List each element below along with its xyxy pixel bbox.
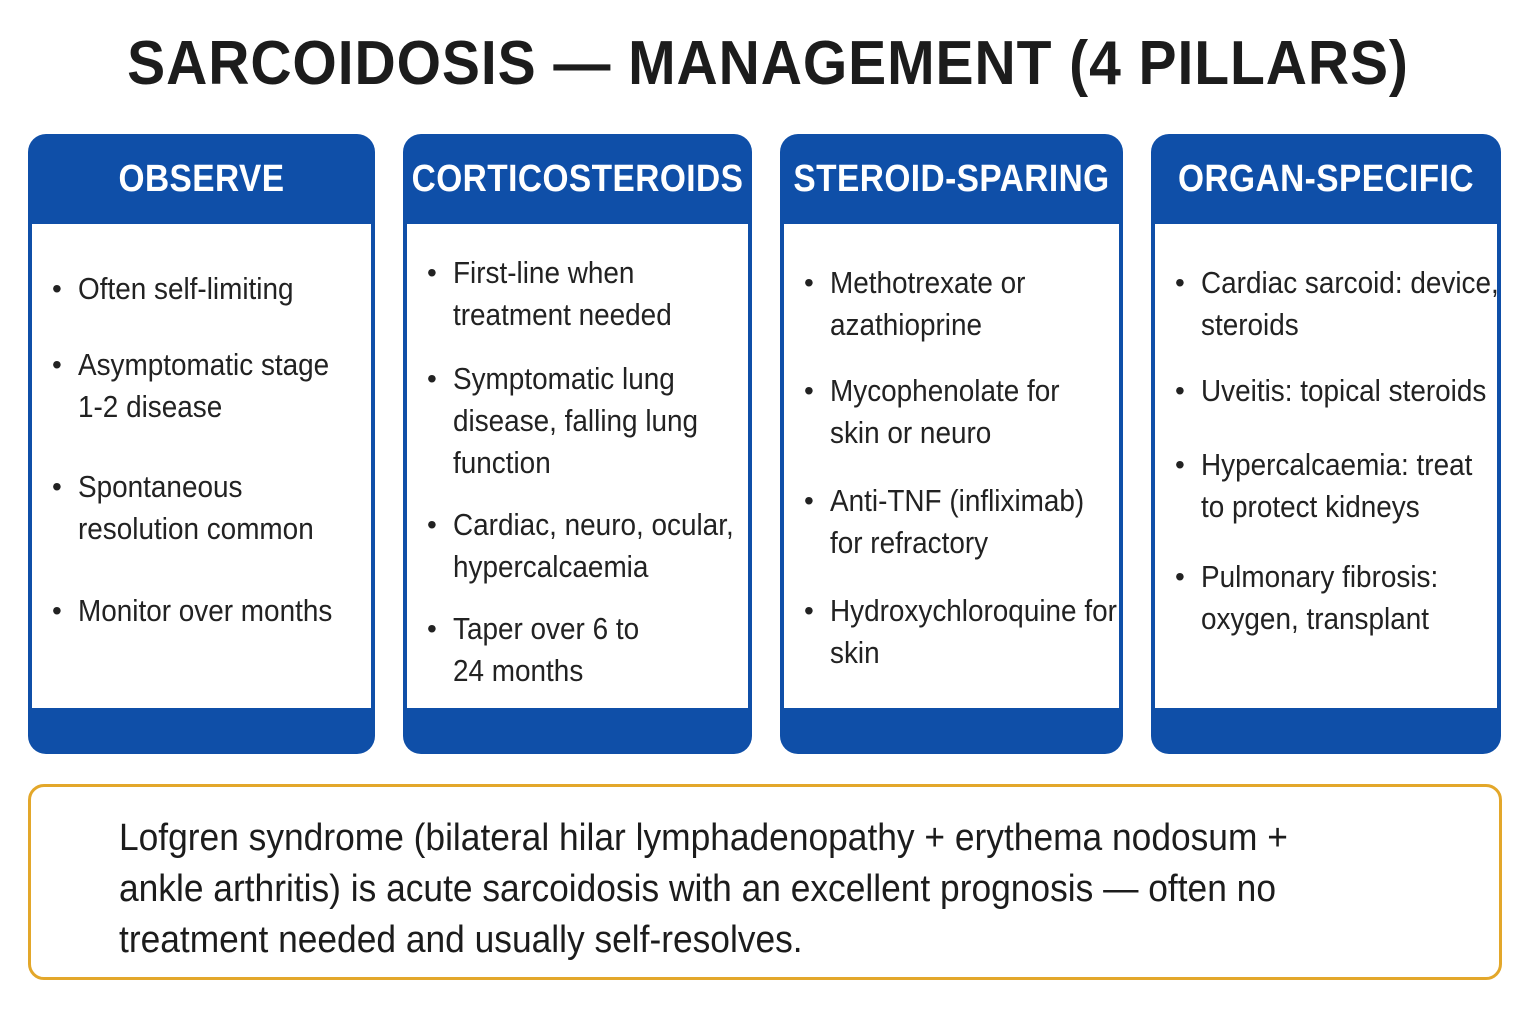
pillar-steroid-sparing <box>780 134 1123 754</box>
list-item: • Cardiac, neuro, ocular, hypercalcaemia <box>407 504 702 588</box>
bullet-icon: • <box>52 349 62 380</box>
bullet-icon: • <box>427 363 437 394</box>
page-title: SARCOIDOSIS — MANAGEMENT (4 PILLARS) <box>127 29 1409 98</box>
pillar-heading: OBSERVE <box>118 157 285 200</box>
list-item: • Monitor over months <box>32 590 363 632</box>
bullet-icon: • <box>1175 449 1185 480</box>
list-item: • Mycophenolate for skin or neuro <box>784 370 1029 454</box>
bullet-icon: • <box>1175 267 1185 298</box>
pillar-observe <box>28 134 375 754</box>
pillar-heading: STEROID-SPARING <box>793 157 1110 200</box>
pillar-body <box>1155 224 1497 708</box>
bullet-icon: • <box>52 471 62 502</box>
list-item: • Often self-limiting <box>32 268 363 310</box>
list-item: • Spontaneous resolution common <box>32 466 292 550</box>
pillar-body <box>407 224 748 708</box>
bullet-icon: • <box>1175 375 1185 406</box>
list-item: • Taper over 6 to 24 months <box>407 608 627 692</box>
pillar-organ-specific <box>1151 134 1501 754</box>
list-item: • First-line when treatment needed <box>407 252 642 336</box>
bullet-icon: • <box>804 267 814 298</box>
bullet-icon: • <box>804 595 814 626</box>
bullet-icon: • <box>427 509 437 540</box>
bullet-icon: • <box>427 257 437 288</box>
lofgren-note-text: Lofgren syndrome (bilateral hilar lymphadenopathy + erythema nodosum + ankle arthritis) is acute sarcoidosis with an excellent prognosis — often no treatment needed and usually self-resolves. <box>119 817 1288 961</box>
list-item: • Asymptomatic stage 1-2 disease <box>32 344 302 428</box>
bullet-icon: • <box>804 375 814 406</box>
bullet-icon: • <box>52 595 62 626</box>
list-item: • Hydroxychloroquine for skin <box>784 590 1074 674</box>
list-item: • Hypercalcaemia: treat to protect kidneys <box>1155 444 1455 528</box>
pillar-heading: CORTICOSTEROIDS <box>411 157 744 200</box>
bullet-icon: • <box>52 273 62 304</box>
list-item: • Uveitis: topical steroids <box>1155 370 1489 412</box>
pillar-body <box>32 224 371 708</box>
bullet-icon: • <box>427 613 437 644</box>
pillar-heading: ORGAN-SPECIFIC <box>1177 157 1474 200</box>
list-item: • Methotrexate or azathioprine <box>784 262 1024 346</box>
bullet-icon: • <box>804 485 814 516</box>
lofgren-note-box <box>28 784 1502 980</box>
list-item: • Pulmonary fibrosis: oxygen, transplant <box>1155 556 1420 640</box>
pillar-body <box>784 224 1119 708</box>
list-item: • Cardiac sarcoid: device, steroids <box>1155 262 1470 346</box>
bullet-icon: • <box>1175 561 1185 592</box>
list-item: • Symptomatic lung disease, falling lung function <box>407 358 672 484</box>
list-item: • Anti-TNF (infliximab) for refractory <box>784 480 1074 564</box>
pillar-corticosteroids <box>403 134 752 754</box>
